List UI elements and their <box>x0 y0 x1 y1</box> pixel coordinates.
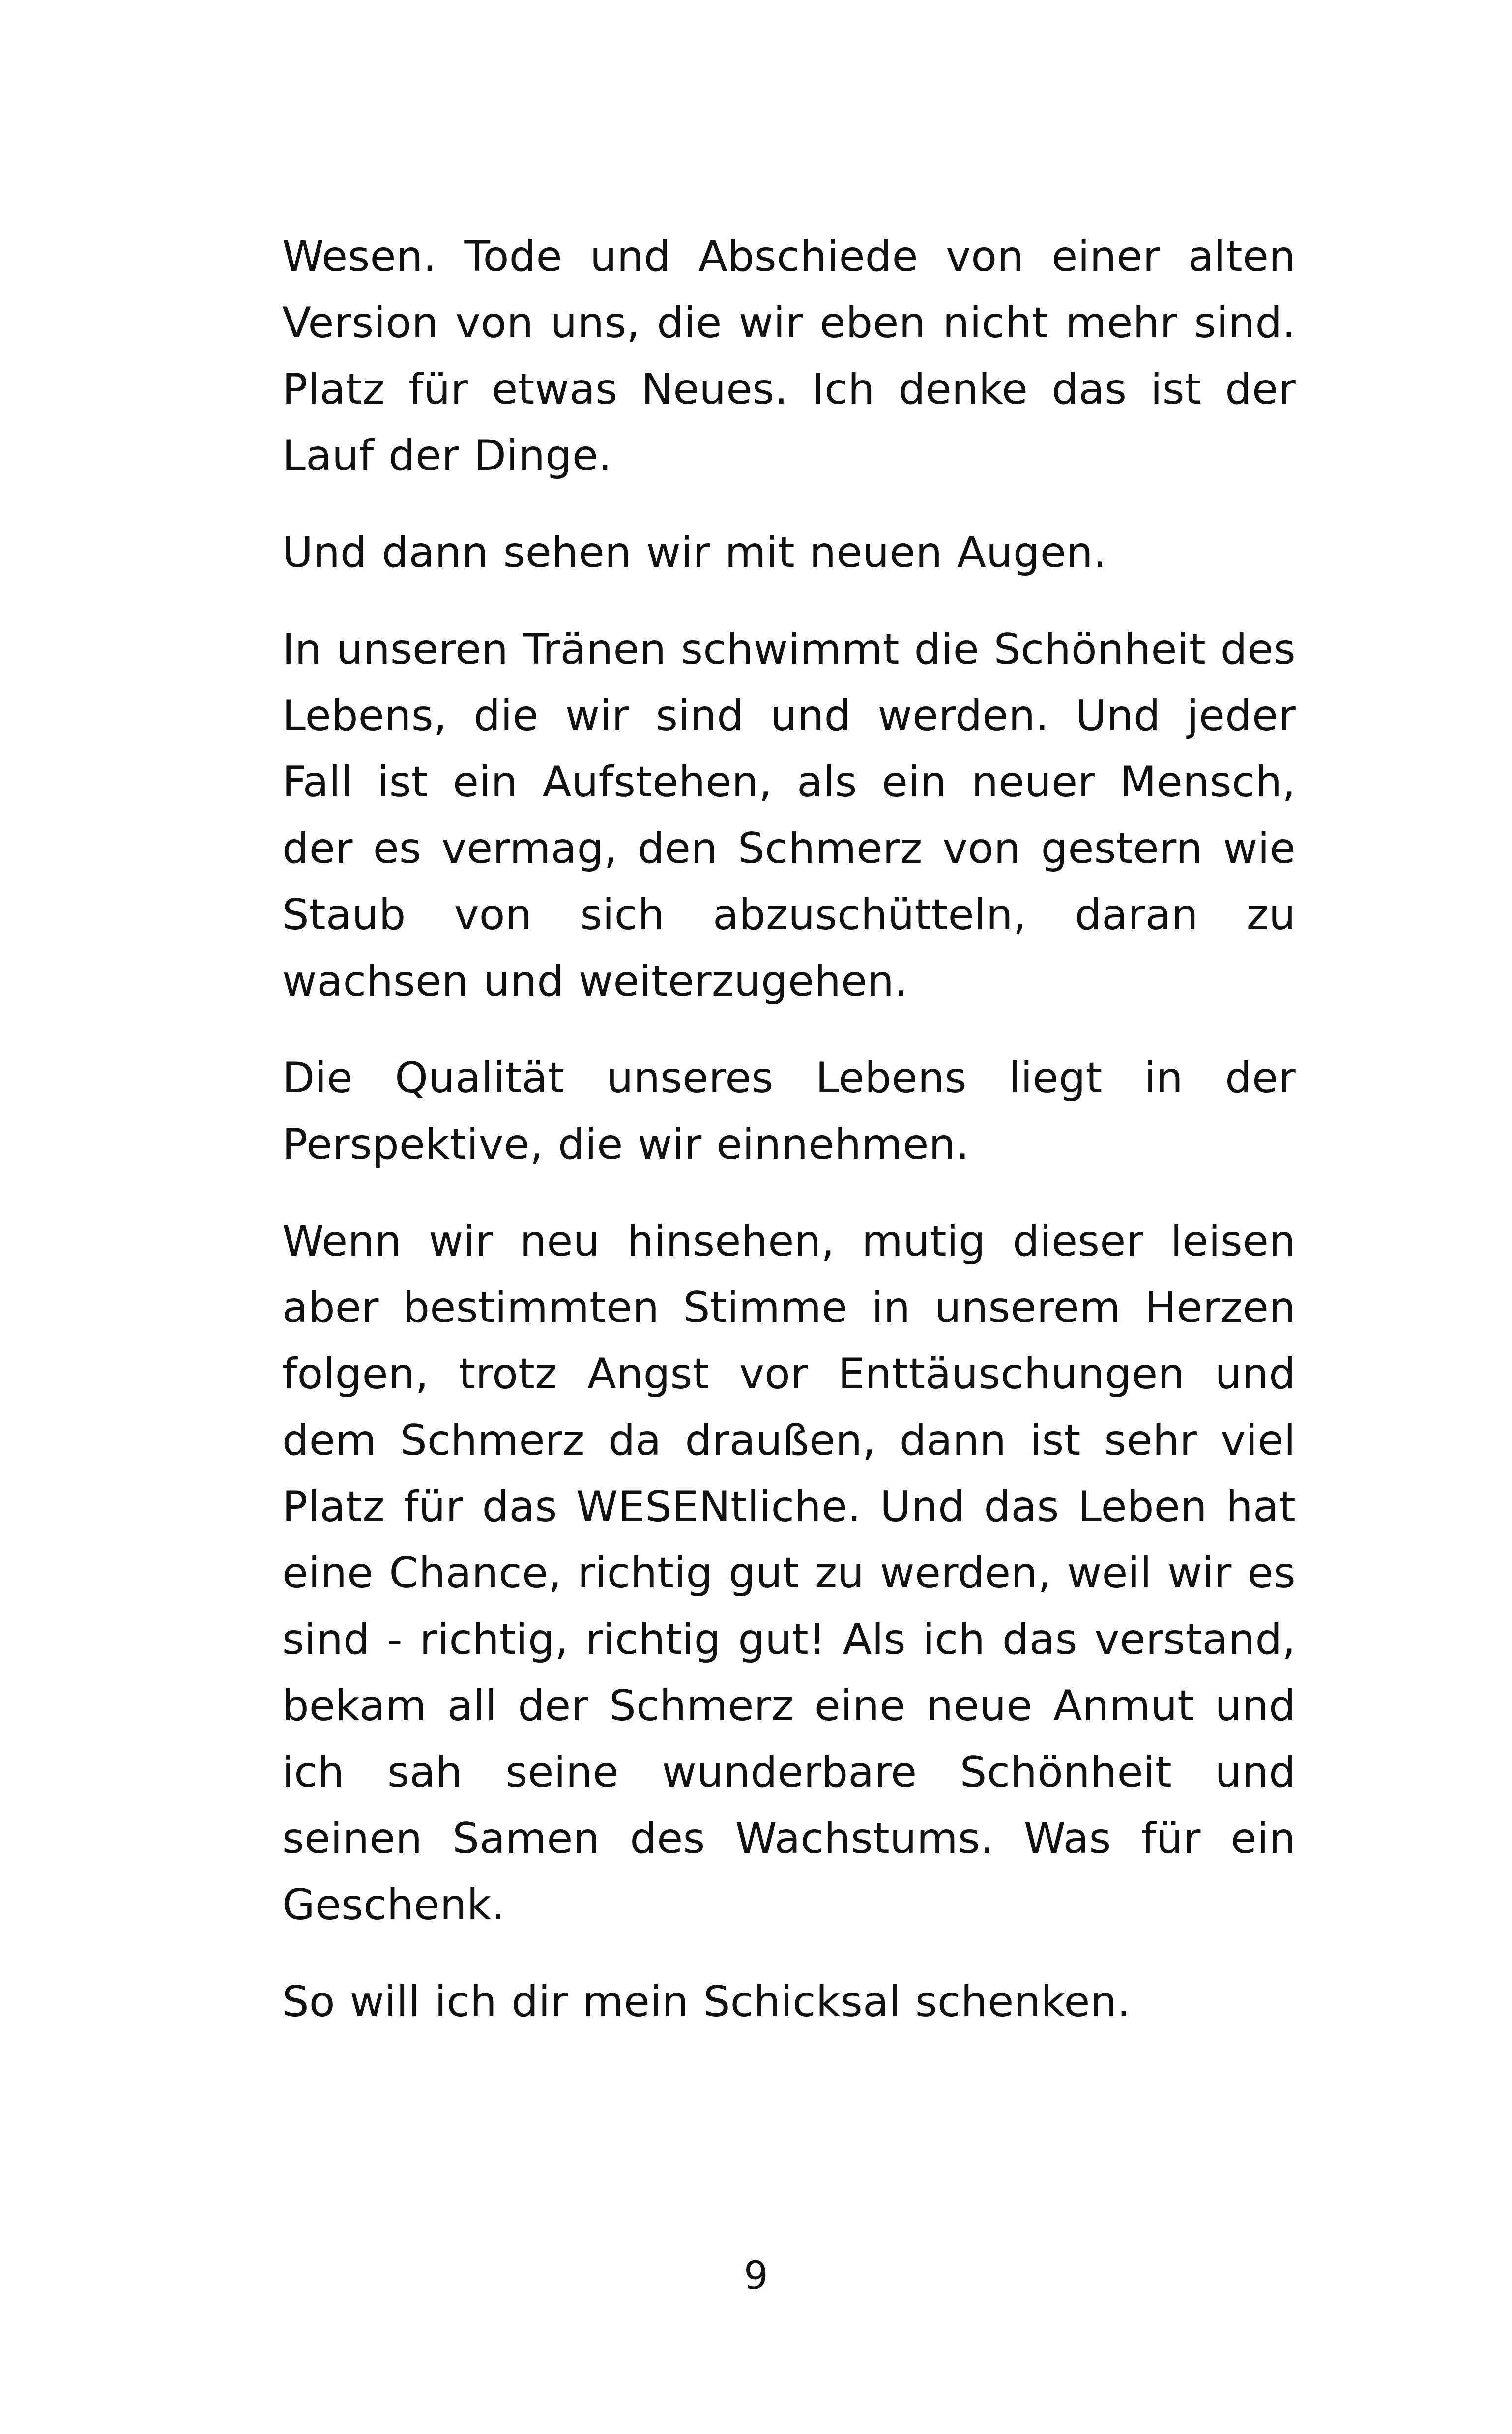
paragraph-3: In unseren Tränen schwimmt die Schönheit des Lebens, die wir sind und werden. Und jeder Fall ist ein Aufstehen, als ein neuer Mensch, der es vermag, den Schmerz von gestern wie Staub von sich abzuschütteln, daran zu wachsen und weiterzugehen. <box>282 625 1296 1006</box>
paragraph-6: So will ich dir mein Schicksal schenken. <box>282 1977 1131 2026</box>
paragraph-2: Und dann sehen wir mit neuen Augen. <box>282 528 1107 577</box>
paragraph-4: Die Qualität unseres Lebens liegt in der Perspektive, die wir einnehmen. <box>282 1054 1296 1169</box>
paragraph-1: Wesen. Tode und Abschiede von einer alten Version von uns, die wir eben nicht mehr sind. Platz für etwas Neues. Ich denke das ist der Lauf der Dinge. <box>282 232 1296 480</box>
page-number: 9 <box>744 2254 768 2298</box>
paragraph-5: Wenn wir neu hinsehen, mutig dieser leisen aber bestimmten Stimme in unserem Herzen folgen, trotz Angst vor Enttäuschungen und dem Schmerz da draußen, dann ist sehr viel Platz für das WESENtliche. Und das Leben hat eine Chance, richtig gut zu werden, weil wir es sind - richtig, richtig gut! Als ich das verstand, bekam all der Schmerz eine neue Anmut und ich sah seine wunderbare Schönheit und seinen Samen des Wachstums. Was für ein Geschenk. <box>282 1217 1296 1930</box>
body-text <box>282 224 1296 2066</box>
